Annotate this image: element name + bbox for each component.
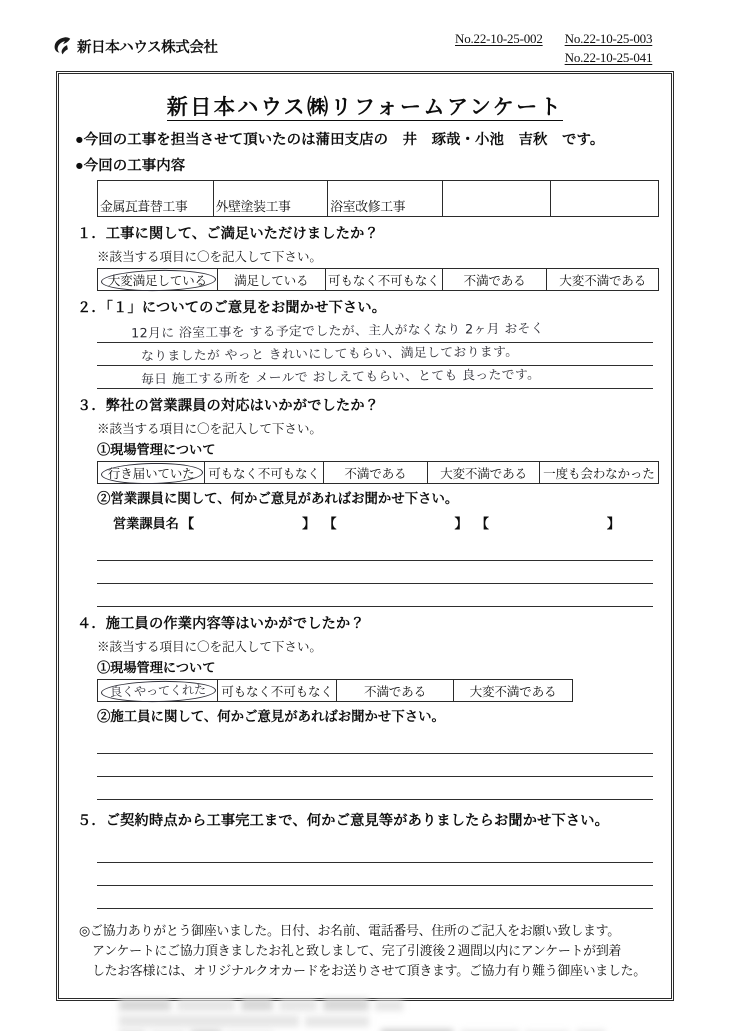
work-content-cell-1: 金属瓦葺替工事 xyxy=(98,181,214,217)
footer-note-line-2: アンケートにご協力頂きましたお礼と致しまして、完了引渡後２週間以内にアンケートが到着 xyxy=(92,944,622,958)
q5-blank-line-1 xyxy=(97,840,653,863)
q4-blank-line-3 xyxy=(97,777,653,800)
q4-option-1-handwriting: 良くやってくれた xyxy=(109,682,206,700)
q1-option-2[interactable]: 満足している xyxy=(217,269,325,291)
q1-option-5[interactable]: 大変不満である xyxy=(547,269,659,291)
work-content-cell-5 xyxy=(550,181,658,217)
question-3-heading: ３．弊社の営業課員の対応はいかがでしたか？ xyxy=(77,398,380,414)
table-row xyxy=(98,181,659,217)
work-content-cell-3: 浴室改修工事 xyxy=(328,181,443,217)
q2-handwriting-2: なりましたが やっと きれいにしてもらい、満足しております。 xyxy=(140,344,519,365)
question-4-blank-answer-area[interactable] xyxy=(97,731,653,800)
question-4-options-table xyxy=(97,679,573,702)
q1-option-1[interactable] xyxy=(98,269,218,291)
table-row xyxy=(98,269,659,291)
question-5-blank-answer-area[interactable] xyxy=(97,840,653,909)
q3-bracket-open-2: 【 xyxy=(323,516,337,531)
q4-option-2[interactable]: 可もなく不可もなく xyxy=(218,680,337,702)
q3-bracket-open-3: 【 xyxy=(475,516,489,531)
question-5-heading: ５．ご契約時点から工事完工まで、何かご意見等がありましたらお聞かせ下さい。 xyxy=(77,813,610,829)
document-number-left: No.22-10-25-002 xyxy=(455,31,543,46)
page-title-text: 新日本ハウス㈱リフォームアンケート xyxy=(166,95,564,119)
q2-answer-line-3 xyxy=(97,366,653,389)
q3-blank-line-1 xyxy=(97,538,653,561)
page-header xyxy=(0,0,730,78)
company-logo-mark-icon xyxy=(52,36,73,57)
page-title xyxy=(71,91,659,121)
q4-blank-line-2 xyxy=(97,754,653,777)
q3-staff-name-row xyxy=(113,513,659,532)
work-content-table xyxy=(97,180,659,217)
question-4-heading: ４．施工員の作業内容等はいかがでしたか？ xyxy=(77,616,365,632)
q3-bracket-close-1: 】 xyxy=(302,516,316,531)
footer-note-line-1: ◎ご協力ありがとう御座いました。日付、お名前、電話番号、住所のご記入をお願い致します。 xyxy=(79,924,620,938)
work-content-heading: ●今回の工事内容 xyxy=(75,158,186,174)
question-1-options-table xyxy=(97,268,659,291)
company-name-text: 新日本ハウス株式会社 xyxy=(77,40,218,56)
document-number-block xyxy=(455,30,652,68)
company-logo xyxy=(52,36,218,57)
question-2-heading: ２．「１」についてのご意見をお聞かせ下さい。 xyxy=(77,300,387,316)
footer-note-line-3: したお客様には、オリジナルクオカードをお送りさせて頂きます。ご協力有り難う御座いました。 xyxy=(92,964,646,978)
q1-option-3[interactable]: 可もなく不可もなく xyxy=(325,269,442,291)
q1-option-4[interactable]: 不満である xyxy=(442,269,547,291)
q4-option-3[interactable]: 不満である xyxy=(337,680,454,702)
question-4-sub-heading-2: ②施工員に関して、何かご意見があればお聞かせ下さい。 xyxy=(97,709,445,724)
document-frame xyxy=(56,71,674,1001)
question-3-options-table xyxy=(97,461,659,484)
q4-option-4[interactable]: 大変不満である xyxy=(454,680,573,702)
q3-blank-line-2 xyxy=(97,561,653,584)
work-content-cell-2: 外壁塗装工事 xyxy=(213,181,328,217)
q4-option-1[interactable] xyxy=(98,680,218,702)
q3-bracket-open-1: 【 xyxy=(180,516,195,531)
q3-option-4[interactable]: 大変不満である xyxy=(428,462,540,484)
q3-option-1-label: 行き届いていた xyxy=(107,467,195,481)
q1-option-1-label: 大変満足している xyxy=(107,274,207,288)
table-row xyxy=(98,680,573,702)
q2-answer-line-2 xyxy=(97,343,653,366)
question-3-note: ※該当する項目に〇を記入して下さい。 xyxy=(97,422,322,436)
document-number-right-bottom: No.22-10-25-041 xyxy=(564,49,653,65)
question-3-sub-heading-2: ②営業課員に関して、何かご意見があればお聞かせ下さい。 xyxy=(97,491,459,506)
q3-option-3[interactable]: 不満である xyxy=(323,462,427,484)
q3-option-1[interactable] xyxy=(98,462,205,484)
question-4-note: ※該当する項目に〇を記入して下さい。 xyxy=(97,640,322,654)
document-number-right-top: No.22-10-25-003 xyxy=(564,31,653,46)
question-2-answer-area[interactable] xyxy=(97,320,653,389)
footer-thankyou-note xyxy=(79,921,659,981)
redacted-personal-info xyxy=(81,995,653,1031)
q3-staff-name-label: 営業課員名 xyxy=(113,516,179,531)
work-content-cell-4 xyxy=(442,181,550,217)
question-4-sub-heading-1: ①現場管理について xyxy=(97,660,216,675)
staff-assignment-line: ●今回の工事を担当させて頂いたのは蒲田支店の 井 琢哉・小池 吉秋 です。 xyxy=(75,132,605,148)
q3-blank-line-3 xyxy=(97,584,653,607)
q3-bracket-close-2: 】 xyxy=(454,516,468,531)
q4-blank-line-1 xyxy=(97,731,653,754)
question-3-sub-heading-1: ①現場管理について xyxy=(97,442,216,457)
question-1-note: ※該当する項目に〇を記入して下さい。 xyxy=(97,250,322,264)
q2-answer-line-1 xyxy=(97,320,653,343)
q2-handwriting-1: 12月に 浴室工事を する予定でしたが、主人がなくなり 2ヶ月 おそく xyxy=(130,321,545,342)
table-row xyxy=(98,462,659,484)
q3-option-5[interactable]: 一度も会わなかった xyxy=(539,462,658,484)
q2-handwriting-3: 毎日 施工する所を メールで おしえてもらい、とても 良ったです。 xyxy=(140,367,541,388)
question-1-heading: １．工事に関して、ご満足いただけましたか？ xyxy=(77,226,379,242)
q5-blank-line-2 xyxy=(97,863,653,886)
q5-blank-line-3 xyxy=(97,886,653,909)
q3-option-2[interactable]: 可もなく不可もなく xyxy=(205,462,323,484)
q3-bracket-close-3: 】 xyxy=(606,516,621,531)
question-3-blank-answer-area[interactable] xyxy=(97,538,653,607)
